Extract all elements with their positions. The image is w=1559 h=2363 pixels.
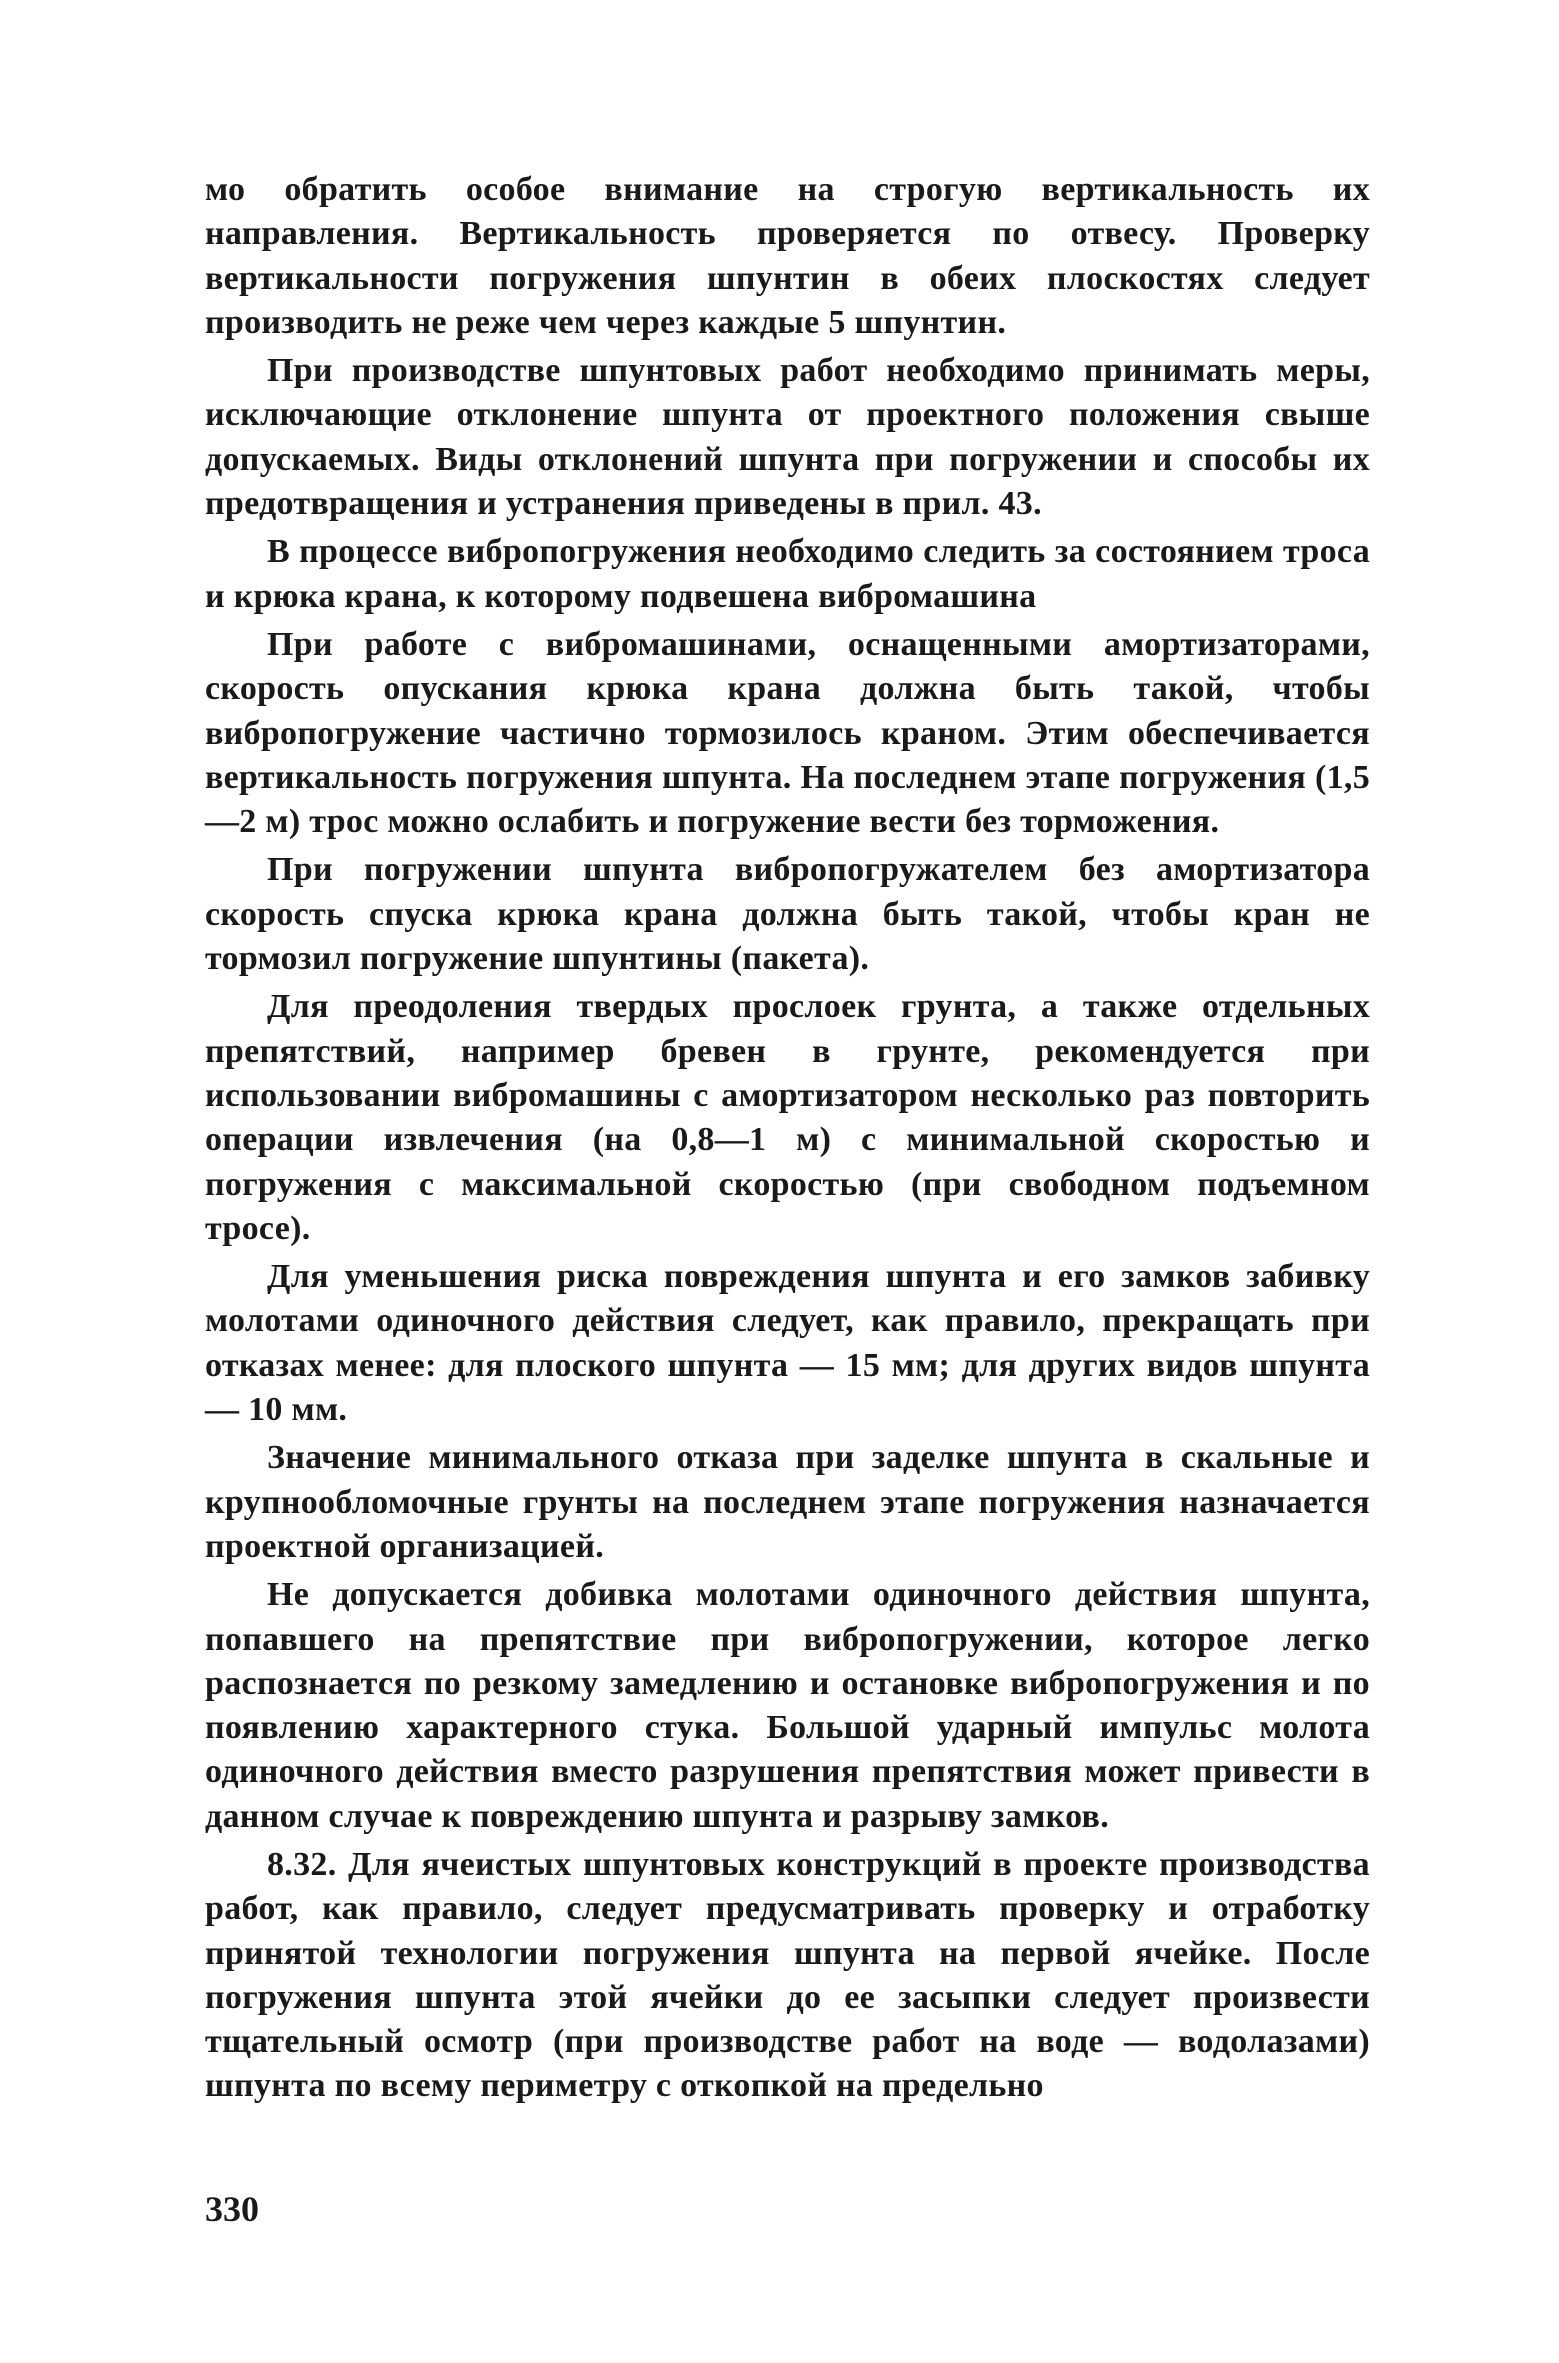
paragraph-2: При производстве шпунтовых работ необходимо принимать меры, исключающие отклонение шпунта от проектного положения свыше допускаемых. Виды отклонений шпунта при погружении и способы их предотвращения и устранения приведены в прил. 43.	[205, 352, 1370, 523]
paragraph-1: мо обратить особое внимание на строгую вертикальность их направления. Вертикальность проверяется по отвесу. Проверку вертикальности погружения шпунтин в обеих плоскостях следует производить не реже чем через каждые 5 шпунтин.	[205, 171, 1370, 341]
paragraph-9: Не допускается добивка молотами одиночного действия шпунта, попавшего на препятствие при вибропогружении, которое легко распознается по резкому замедлению и остановке вибропогружения и по появлению характерного стука. Большой ударный импульс молота одиночного действия вместо разрушения препятствия может привести в данном случае к повреждению шпунта и разрыву замков.	[205, 1576, 1370, 1835]
paragraph-4: При работе с вибромашинами, оснащенными амортизаторами, скорость опускания крюка крана должна быть такой, чтобы вибропогружение частично тормозилось краном. Этим обеспечивается вертикальность погружения шпунта. На последнем этапе погружения (1,5—2 м) трос можно ослабить и погружение вести без торможения.	[205, 625, 1370, 841]
page-number: 330	[205, 2189, 259, 2229]
paragraph-6: Для преодоления твердых прослоек грунта, а также отдельных препятствий, например бревен в грунте, рекомендуется при использовании вибромашины с амортизатором несколько раз повторить операции извлечения (на 0,8—1 м) с минимальной скоростью и погружения с максимальной скоростью (при свободном подъемном тросе).	[205, 988, 1370, 1247]
body-text	[205, 168, 1370, 2113]
paragraph-7: Для уменьшения риска повреждения шпунта и его замков забивку молотами одиночного действия следует, как правило, прекращать при отказах менее: для плоского шпунта — 15 мм; для других видов шпунта — 10 мм.	[205, 1258, 1370, 1429]
paragraph-8: Значение минимального отказа при заделке шпунта в скальные и крупнообломочные грунты на последнем этапе погружения назначается проектной организацией.	[205, 1439, 1370, 1565]
paragraph-10: 8.32. Для ячеистых шпунтовых конструкций в проекте производства работ, как правило, следует предусматривать проверку и отработку принятой технологии погружения шпунта на первой ячейке. После погружения шпунта этой ячейки до ее засыпки следует произвести тщательный осмотр (при производстве работ на воде — водолазами) шпунта по всему периметру с откопкой на предельно	[205, 1845, 1370, 2105]
paragraph-3: В процессе вибропогружения необходимо следить за состоянием троса и крюка крана, к которому подвешена вибромашина	[205, 533, 1370, 615]
paragraph-5: При погружении шпунта вибропогружателем без амортизатора скорость спуска крюка крана должна быть такой, чтобы кран не тормозил погружение шпунтины (пакета).	[205, 851, 1370, 978]
